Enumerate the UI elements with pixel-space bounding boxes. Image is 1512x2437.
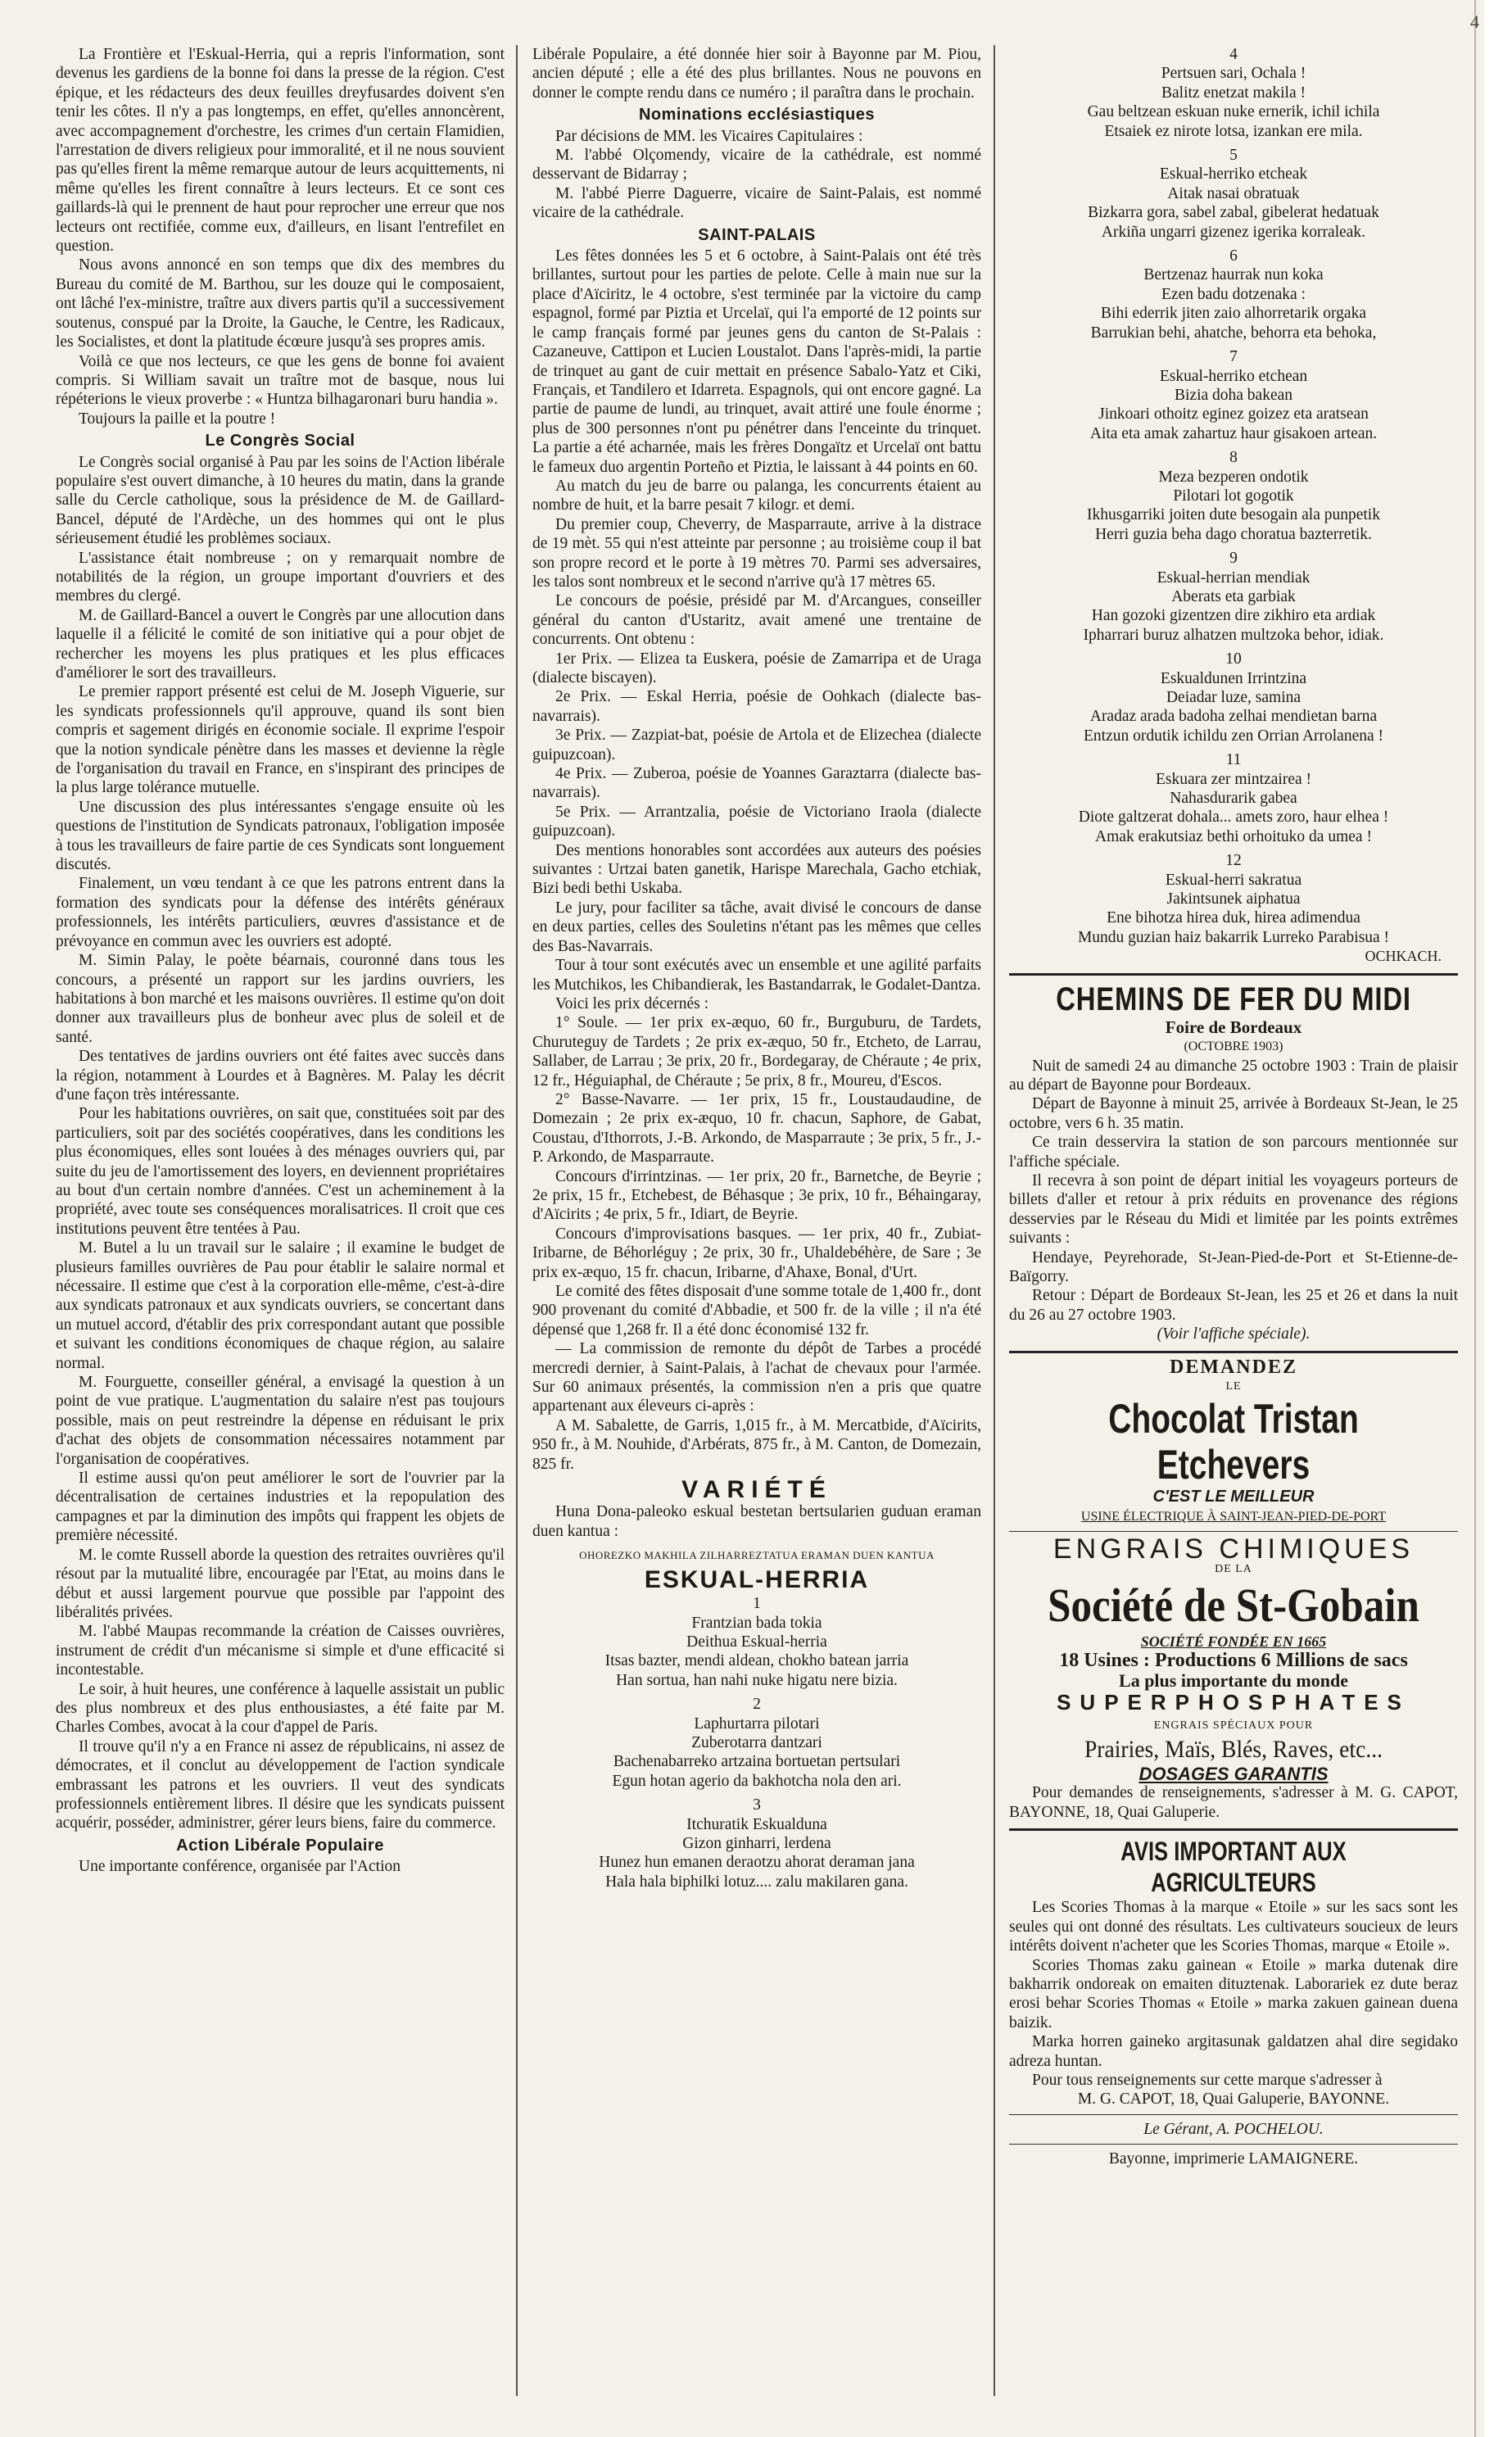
- ad-divider: [1009, 2144, 1458, 2145]
- verse-line: Ene bihotza hirea duk, hirea adimendua: [1107, 909, 1360, 927]
- section-heading: Le Congrès Social: [205, 432, 355, 451]
- article-paragraph: Une discussion des plus intéressantes s'engage ensuite où les questions de l'institution de Syndicats patronaux, l'obligation imposée à tous les travailleurs de faire partie de ces Syndicats sont longuement discutés.: [56, 798, 505, 874]
- ad-paragraph: Ce train desservira la station de son parcours mentionnée sur l'affiche spéciale.: [1009, 1134, 1458, 1171]
- ad-avis-address: M. G. CAPOT, 18, Quai Galuperie, BAYONNE.: [1077, 2090, 1390, 2109]
- verse-line: Bachenabarreko artzaina bortuetan pertsulari: [613, 1753, 901, 1771]
- ad-divider: [1009, 1828, 1458, 1831]
- article-paragraph: Toujours la paille et la poutre !: [79, 410, 276, 428]
- verse-line: Ezen badu dotzenaka :: [1161, 285, 1306, 303]
- ad-choc-le: LE: [1225, 1380, 1242, 1393]
- article-paragraph: M. l'abbé Pierre Daguerre, vicaire de Saint-Palais, est nommé vicaire de la cathédrale.: [532, 184, 981, 222]
- ad-paragraph: Scories Thomas zaku gainean « Etoile » marka dutenak dire bakharrik ondoreak on emaiten dituztenak. Laborariek ez dute beraz erosi behar Scories Thomas « Etoile » marka zakuen gainean duena baizik.: [1009, 1956, 1458, 2032]
- verse-line: Herri guzia beha dago choratua bazterretik.: [1095, 525, 1372, 543]
- verse-line: Han gozoki gizentzen dire zikhiro eta ardiak: [1091, 607, 1376, 625]
- verse-line: Diote galtzerat dohala... amets zoro, haur elhea !: [1078, 809, 1389, 827]
- article-paragraph: — La commission de remonte du dépôt de Tarbes a procédé mercredi dernier, à Saint-Palais, à l'achat de chevaux pour l'armée. Sur 60 animaux présentés, la commission n'en a pris que quatre appartenant aux éleveurs ci-après :: [532, 1340, 981, 1416]
- ad-de-la: DE LA: [1215, 1562, 1252, 1575]
- article-paragraph: L'assistance était nombreuse ; on y remarquait nombre de notabilités de la région, un groupe important d'ouvriers et des membres du clergé.: [56, 549, 505, 605]
- article-paragraph: Le soir, à huit heures, une conférence à laquelle assistait un public des plus nombreux et des plus enthousiastes, a été faite par M. Charles Combes, avocat à la cour d'appel de Paris.: [56, 1680, 505, 1737]
- article-paragraph: M. l'abbé Olçomendy, vicaire de la cathédrale, est nommé desservant de Bidarray ;: [532, 147, 981, 183]
- ad-choc-slogan: C'EST LE MEILLEUR: [1152, 1488, 1315, 1506]
- verse-line: Amak erakutsiaz bethi orhoituko da umea !: [1095, 827, 1372, 845]
- verse-line: Ipharrari buruz alhatzen multzoka behor, idiak.: [1083, 626, 1384, 644]
- verse-line: Itchuratik Eskualduna: [686, 1815, 827, 1833]
- article-paragraph: 1° Soule. — 1er prix ex-æquo, 60 fr., Burguburu, de Tardets, Churuteguy de Tardets ; 2e prix ex-æquo, 50 fr., Etcheto, de Larrau, Sallaber, de Larrau ; 3e prix, 20 fr., Bordegaray, de Chéraute ; 4e prix, 12 fr., Héguiaphal, de Chéraute ; 5e prix, 8 fr., Moureu, d'Escos.: [532, 1014, 981, 1089]
- ad-paragraph: Il recevra à son point de départ initial les voyageurs porteurs de billets d'aller et retour à prix réduits en provenance des régions desservies par le Réseau du Midi et limitée par les points extrêmes suivants :: [1009, 1171, 1458, 1248]
- article-paragraph: Du premier coup, Cheverry, de Masparraute, arrive à la distrace de 19 mèt. 55 qui n'est atteinte par personne ; au troisième coup il bat son propre record et le porte à 19 mètres 70. Parmi ses adversaires, les talos sont nombreux et le second n'arrive qu'à 17 mètres 65.: [532, 515, 981, 591]
- ad-paragraph: Nuit de samedi 24 au dimanche 25 octobre 1903 : Train de plaisir au départ de Bayonne pour Bordeaux.: [1009, 1057, 1458, 1094]
- prize-entry: 5e Prix. — Arrantzalia, poésie de Victoriano Iraola (dialecte guipuzcoan).: [532, 803, 981, 840]
- poem-signature: OCHKACH.: [1365, 948, 1442, 965]
- ad-gobain-usines: 18 Usines : Productions 6 Millions de sacs: [1059, 1650, 1408, 1672]
- ad-divider: [1009, 973, 1458, 976]
- verse-line: Aitak nasai obratuak: [1167, 184, 1300, 202]
- column-3: [1009, 45, 1458, 2404]
- poem-subheading: OHOREZKO MAKHILA ZILHARREZTATUA ERAMAN DUEN KANTUA: [579, 1549, 935, 1562]
- stanza-number: 5: [1229, 147, 1238, 165]
- verse-line: Balitz enetzat makila !: [1161, 84, 1306, 102]
- stanza-number: 10: [1225, 650, 1242, 668]
- article-paragraph: M. le comte Russell aborde la question des retraites ouvrières qu'il résout par la mutualité libre, encouragée par l'Etat, au moins dans le début et aussi largement pourvue que possible par l'appoint des libéralités privées.: [56, 1546, 505, 1621]
- ad-paragraph: Pour demandes de renseignements, s'adresser à M. G. CAPOT, BAYONNE, 18, Quai Galuperie.: [1009, 1784, 1458, 1821]
- stanza-number: 2: [753, 1696, 761, 1714]
- column-divider: [516, 45, 518, 2396]
- ad-avis-title: AVIS IMPORTANT AUX AGRICULTEURS: [1120, 1837, 1347, 1898]
- article-paragraph: Une importante conférence, organisée par l'Action: [79, 1858, 401, 1876]
- ad-paragraph: Marka horren gaineko argitasunak galdatzen ahal dire segidako adreza huntan.: [1009, 2033, 1458, 2070]
- stanza-number: 8: [1229, 449, 1238, 467]
- article-paragraph: Des mentions honorables sont accordées aux auteurs des poésies suivantes : Urtzai baten ganetik, Harispe Marechala, Gacho etchiak, Bizi bedi bethi Uskaba.: [532, 841, 981, 898]
- ad-prairies: Prairies, Maïs, Blés, Raves, etc...: [1084, 1736, 1383, 1764]
- article-paragraph: Voici les prix décernés :: [555, 994, 709, 1012]
- article-paragraph: Des tentatives de jardins ouvriers ont été faites avec succès dans la région, notamment à Lourdes et à Bagnères. M. Palay les décrit d'une façon très intéressante.: [56, 1048, 505, 1103]
- ad-choc-demandez: DEMANDEZ: [1169, 1356, 1297, 1378]
- article-paragraph: Nous avons annoncé en son temps que dix des membres du Bureau du comité de M. Barthou, sur les douze qui le composaient, ont lâché l'ex-ministre, traître aux divers partis qu'il a successivement soutenus, conspué par la Droite, la Gauche, le Centre, les Radicaux, les Socialistes, et dont la platitude écœure jusqu'à ses propres amis.: [56, 256, 505, 351]
- page-edge-line: [1474, 0, 1476, 2437]
- article-paragraph: M. Simin Palay, le poète béarnais, couronné dans tous les concours, a présenté un rapport sur les jardins ouvriers, les habitations à bon marché et les maisons ouvrières. Il estime qu'on doit donner aux travailleurs plus de bonheur avec plus de soleil et de santé.: [56, 952, 505, 1046]
- verse-line: Gizon ginharri, lerdena: [682, 1834, 831, 1852]
- ad-paragraph: Retour : Départ de Bordeaux St-Jean, les 25 et 26 et dans la nuit du 26 au 27 octobre 1903.: [1009, 1287, 1458, 1324]
- article-paragraph: Huna Dona-paleoko eskual bestetan bertsularien guduan eraman duen kantua :: [532, 1503, 981, 1540]
- article-paragraph: Libérale Populaire, a été donnée hier soir à Bayonne par M. Piou, ancien député ; elle a été des plus brillantes. Nous ne pouvons en donner le compte rendu dans ce numéro ; il paraîtra dans le prochain.: [532, 46, 981, 102]
- verse-line: Zuberotarra dantzari: [691, 1733, 822, 1751]
- ad-choc-title: Chocolat Tristan Etchevers: [1108, 1396, 1359, 1488]
- section-heading: SAINT-PALAIS: [698, 225, 816, 244]
- article-paragraph: M. de Gaillard-Bancel a ouvert le Congrès par une allocution dans laquelle il a félicité le comité de son initiative qui a pour objet de rechercher les moyens les plus pratiques et les plus efficaces d'améliorer le sort des travailleurs.: [56, 606, 505, 682]
- section-heading: Nominations ecclésiastiques: [638, 106, 876, 125]
- article-paragraph: Le comité des fêtes disposait d'une somme totale de 1,400 fr., dont 900 provenant du comité d'Abbadie, et 500 fr. de la ville ; il n'a été dépensé que 1,268 fr. Il a été donc économisé 132 fr.: [532, 1283, 981, 1339]
- verse-line: Hunez hun emanen deraotzu ahorat deraman jana: [599, 1854, 915, 1872]
- variete-heading: VARIÉTÉ: [681, 1476, 832, 1504]
- verse-line: Bertzenaz haurrak nun koka: [1143, 266, 1324, 284]
- verse-line: Mundu guzian haiz bakarrik Lurreko Parabisua !: [1077, 928, 1390, 946]
- stanza-number: 1: [753, 1595, 761, 1613]
- prize-entry: 3e Prix. — Zazpiat-bat, poésie de Artola et de Elizechea (dialecte guipuzcoan).: [532, 727, 981, 763]
- ad-paragraph: Les Scories Thomas à la marque « Etoile » sur les sacs sont les seules qui ont donné des résultats. Les cultivateurs soucieux de leurs intérêts doivent n'acheter que les Scories Thomas, marque « Etoile ».: [1009, 1899, 1458, 1955]
- verse-line: Eskual-herriko etchean: [1159, 367, 1308, 385]
- article-paragraph: Le concours de poésie, présidé par M. d'Arcangues, conseiller général du canton d'Ustaritz, avait amené une trentaine de concurrents. Ont obtenu :: [532, 592, 981, 649]
- ad-superphosphates: SUPERPHOSPHATES: [1057, 1690, 1410, 1715]
- verse-line: Aita eta amak zahartuz haur gisakoen artean.: [1089, 424, 1378, 442]
- verse-line: Eskuara zer mintzairea !: [1155, 770, 1311, 788]
- verse-line: Laphurtarra pilotari: [694, 1715, 820, 1733]
- verse-line: Barrukian behi, ahatche, behorra eta behoka,: [1090, 324, 1377, 342]
- verse-line: Pertsuen sari, Ochala !: [1161, 65, 1306, 83]
- article-paragraph: Finalement, un vœu tendant à ce que les patrons entrent dans la formation des syndicats pour la défense des intérêts généraux professionnels, les intérêts particuliers, œuvres d'assistance et de prévoyance en commun avec les ouvriers est adopté.: [56, 875, 505, 950]
- verse-line: Aradaz arada badoha zelhai mendietan barna: [1089, 708, 1378, 726]
- prize-entry: 1er Prix. — Elizea ta Euskera, poésie de Zamarripa et de Uraga (dialecte biscayen).: [532, 650, 981, 686]
- verse-line: Eskual-herri sakratua: [1165, 871, 1302, 889]
- stanza-number: 4: [1229, 46, 1238, 63]
- prize-entry: 4e Prix. — Zuberoa, poésie de Yoannes Garaztarra (dialecte bas-navarrais).: [532, 765, 981, 802]
- page-margin: [1484, 0, 1512, 2437]
- prize-entry: 2e Prix. — Eskal Herria, poésie de Oohkach (dialecte bas-navarrais).: [532, 688, 981, 725]
- article-paragraph: Il estime aussi qu'on peut améliorer le sort de l'ouvrier par la décentralisation de certaines industries et la repopulation des campagnes et par la diminution des impôts qui frappent les objets de première nécessité.: [56, 1470, 505, 1545]
- ad-gobain-title: Société de St-Gobain: [1048, 1579, 1419, 1633]
- article-paragraph: La Frontière et l'Eskual-Herria, qui a repris l'information, sont devenus les gardiens de la bonne foi dans la presse de la région. C'est épique, et les rédacteurs des deux feuilles dreyfusardes doivent s'en tenir les côtes. Il n'y a pas longtemps, en effet, qu'elles annoncèrent, avec accompagnement d'orchestre, les crimes d'un certain Flamidien, l'arrestation de divers religieux pour immoralité, et il ne nous souvient pas qu'elles firent la même remarque autour de leurs acquittements, ni même qu'elles les firent connaître à leurs lecteurs. Et ce sont ces gaillards-là qui le prennent de haut pour reprocher une erreur que nos lecteurs ont rectifiée, comme eux, d'ailleurs, en lisant l'entrefilet en question.: [56, 46, 505, 256]
- ad-divider: [1009, 2114, 1458, 2115]
- verse-line: Deiadar luze, samina: [1166, 689, 1301, 706]
- article-paragraph: M. Butel a lu un travail sur le salaire ; il examine le budget de plusieurs familles ouvrières de Pau pour établir le salaire normal et nécessaire. Il estime que c'est à la corporation elle-même, c'est-à-dire aux syndicats patronaux et aux syndicats ouvriers, se concertant dans un mutuel accord, d'établir des prix correspondant autant que possible et suivant les conditions économiques de chaque région, au salaire normal.: [56, 1239, 505, 1372]
- imprimerie-line: Bayonne, imprimerie LAMAIGNERE.: [1108, 2150, 1359, 2168]
- verse-line: Gau beltzean eskuan nuke ernerik, ichil ichila: [1087, 103, 1380, 121]
- stanza-number: 11: [1225, 751, 1242, 769]
- ad-note: (Voir l'affiche spéciale).: [1157, 1325, 1311, 1343]
- article-paragraph: 2° Basse-Navarre. — 1er prix, 15 fr., Loustaudaudine, de Domezain ; 2e prix ex-æquo, 10 fr. chacun, Saphore, de Gabat, Coustau, d'Ithorrots, J.-B. Arkondo, de Masparraute ; 3e prix, 5 fr., J.-P. Arkondo, de Masparraute.: [532, 1090, 981, 1166]
- verse-line: Eskualdunen Irrintzina: [1160, 669, 1307, 687]
- ad-paragraph: Hendaye, Peyrehorade, St-Jean-Pied-de-Port et St-Etienne-de-Baïgorry.: [1009, 1248, 1458, 1285]
- article-paragraph: Les fêtes données les 5 et 6 octobre, à Saint-Palais ont été très brillantes, surtout pour les parties de pelote. Celle à main nue sur la place d'Aïciritz, le 4 octobre, s'est terminée par la victoire du camp espagnol, formé par Piztia et Urcelaï, qui l'a emporté de 12 points sur le camp français formé par jeunes gens du canton de St-Palais : Cazaneuve, Cattipon et Lucien Loustalot. Dans l'après-midi, la partie de trinquet au gant de cuir mettait en présence Sabalo-Yatz et Ciki, Français, et Tandilero et Idarreta. Espagnols, qui ont encore gagné. La partie de paume de lundi, au trinquet, avait attiré une foule énorme ; plus de 300 personnes n'ont pu pénétrer dans l'enceinte du trinquet. La partie a été acharnée, mais les frères Dongaïtz et Urcelaï ont battu le fameux duo argentin Porteño et Piztia, le laissant à 44 points en 60.: [532, 247, 981, 476]
- verse-line: Egun hotan agerio da bakhotcha nola den ari.: [612, 1772, 902, 1790]
- verse-line: Hala hala biphilki lotuz.... zalu makilaren gana.: [605, 1873, 908, 1891]
- gerant-line: Le Gérant, A. POCHELOU.: [1143, 2120, 1324, 2138]
- verse-line: Nahasdurarik gabea: [1170, 790, 1297, 808]
- ad-paragraph: Départ de Bayonne à minuit 25, arrivée à Bordeaux St-Jean, le 25 octobre, vers 6 h. 35 matin.: [1009, 1095, 1458, 1132]
- verse-line: Entzun ordutik ichildu zen Orrian Arrolanena !: [1083, 727, 1384, 745]
- verse-line: Bihi ederrik jiten zaio alhorretarik orgaka: [1101, 305, 1366, 323]
- verse-line: Deithua Eskual-herria: [686, 1633, 827, 1651]
- verse-line: Aberats eta garbiak: [1171, 587, 1296, 605]
- article-paragraph: M. Fourguette, conseiller général, a envisagé la question à un point de vue pratique. L'augmentation du salaire n'est pas toujours possible, mais on peut restreindre la dépense en réduisant le prix d'achat des objets de consommation nécessaires notamment par l'organisation de coopératives.: [56, 1374, 505, 1468]
- verse-line: Frantzian bada tokia: [691, 1614, 822, 1632]
- poem-title: ESKUAL-HERRIA: [644, 1565, 870, 1593]
- ad-engrais-speciaux: ENGRAIS SPÉCIAUX POUR: [1153, 1719, 1314, 1732]
- page-number: 4: [1470, 11, 1479, 32]
- verse-line: Pilotari lot gogotik: [1173, 487, 1294, 505]
- ad-gobain-fondee: SOCIÉTÉ FONDÉE EN 1665: [1140, 1633, 1327, 1651]
- article-paragraph: M. l'abbé Maupas recommande la création de Caisses ouvrières, instrument de crédit d'un mécanisme si simple et d'une efficacité si incontestable.: [56, 1623, 505, 1679]
- stanza-number: 12: [1225, 852, 1242, 870]
- verse-line: Jakintsunek aiphatua: [1166, 890, 1301, 908]
- verse-line: Jinkoari othoitz eginez goizez eta aratsean: [1098, 405, 1369, 424]
- verse-line: Han sortua, han nahi nuke higatu nere bizia.: [616, 1671, 898, 1689]
- column-divider: [994, 45, 995, 2396]
- article-paragraph: Pour les habitations ouvrières, on sait que, constituées soit par des particuliers, soit par des sociétés coopératives, dans les conditions les plus économiques, elles sont louées à des ménages ouvriers qui, par suite du jeu de l'amortissement des loyers, en deviennent propriétaires au bout d'un certain nombre d'années. C'est un acheminement à la propriété, avec toute ses conséquences moralisatrices. Il croit que ces institutions peuvent être tentées à Pau.: [56, 1105, 505, 1238]
- article-paragraph: Concours d'improvisations basques. — 1er prix, 40 fr., Zubiat-Iribarne, de Béhorléguy ; 2e prix, 30 fr., Uhaldebéhère, de Sare ; 3e prix ex-æquo, 15 fr. chacun, Iribarne, d'Ahaxe, Bonal, d'Urt.: [532, 1225, 981, 1281]
- ad-choc-place: USINE ÉLECTRIQUE À SAINT-JEAN-PIED-DE-PORT: [1080, 1509, 1387, 1524]
- article-paragraph: Le jury, pour faciliter sa tâche, avait divisé le concours de danse en deux parties, celles des Souletins n'étant pas les mêmes que celles des Bas-Navarrais.: [532, 899, 981, 955]
- article-paragraph: Le premier rapport présenté est celui de M. Joseph Viguerie, sur les syndicats professionnels qu'il approuve, quand ils sont bien compris et sagement dirigés en économie sociale. Il exprime l'espoir que la notion syndicale pénètre dans les masses et devienne la règle de l'organisation du travail en France, en s'inspirant des principes de la plus large tolérance mutuelle.: [56, 683, 505, 797]
- ad-divider: [1009, 1531, 1458, 1532]
- ad-paragraph: Pour tous renseignements sur cette marque s'adresser à: [1032, 2071, 1383, 2089]
- ad-divider: [1009, 1351, 1458, 1353]
- verse-line: Eskual-herriko etcheak: [1159, 165, 1308, 183]
- article-paragraph: Il trouve qu'il n'y a en France ni assez de républicains, ni assez de démocrates, et il conclut au développement de l'action syndicale embrassant les patrons et les ouvriers. Il veut des syndicats professionnels entièrement libres. Il désire que les syndicats puissent acquérir, posséder, administrer, gérer leurs biens, faire du commerce.: [56, 1737, 505, 1832]
- ad-midi-subtitle: Foire de Bordeaux: [1165, 1017, 1302, 1037]
- ad-midi-title: CHEMINS DE FER DU MIDI: [1056, 981, 1411, 1017]
- verse-line: Itsas bazter, mendi aldean, chokho batean jarria: [604, 1652, 909, 1670]
- ad-gobain-importante: La plus importante du monde: [1119, 1669, 1348, 1691]
- ad-midi-date: (OCTOBRE 1903): [1184, 1040, 1283, 1054]
- article-paragraph: Au match du jeu de barre ou palanga, les concurrents étaient au nombre de huit, et la barre pesait 7 kilogr. et demi.: [532, 477, 981, 514]
- stanza-number: 7: [1229, 348, 1238, 366]
- article-paragraph: Voilà ce que nos lecteurs, ce que les gens de bonne foi avaient compris. Si William savait un traître mot de basque, nous lui répéterions le vieux proverbe : « Huntza bilhagaronari buru handia ».: [56, 352, 505, 409]
- section-heading: Action Libérale Populaire: [176, 1836, 384, 1855]
- ad-dosages: DOSAGES GARANTIS: [1139, 1764, 1329, 1785]
- verse-line: Etsaiek ez nirote lotsa, izankan ere mila.: [1104, 122, 1363, 140]
- stanza-number: 3: [753, 1796, 761, 1814]
- article-paragraph: Tour à tour sont exécutés avec un ensemble et une agilité parfaits les Mutchikos, les Chibandierak, les Bastandarrak, le Godalet-Dantza.: [532, 957, 981, 994]
- verse-line: Meza bezperen ondotik: [1158, 468, 1309, 486]
- verse-line: Eskual-herrian mendiak: [1157, 568, 1311, 587]
- article-paragraph: Par décisions de MM. les Vicaires Capitulaires :: [555, 127, 863, 145]
- verse-line: Arkiña ungarri gizenez igerika korraleak.: [1101, 223, 1366, 241]
- column-1: [56, 45, 505, 2404]
- stanza-number: 9: [1229, 550, 1238, 568]
- verse-line: Bizkarra gora, sabel zabal, gibelerat hedatuak: [1088, 204, 1379, 222]
- verse-line: Bizia doha bakean: [1174, 386, 1293, 404]
- article-paragraph: Le Congrès social organisé à Pau par les soins de l'Action libérale populaire s'est ouvert dimanche, à 10 heures du matin, dans la grande salle du Cercle catholique, sous la présidence de M. de Gaillard-Bancel, député de l'Ardèche, un des hommes qui ont le plus sérieusement étudié les problèmes sociaux.: [56, 453, 505, 548]
- verse-line: Ikhusgarriki joiten dute besogain ala punpetik: [1087, 506, 1380, 524]
- stanza-number: 6: [1229, 247, 1238, 265]
- column-2: [532, 45, 981, 2404]
- article-paragraph: Concours d'irrintzinas. — 1er prix, 20 fr., Barnetche, de Beyrie ; 2e prix, 15 fr., Etchebest, de Béhasque ; 3e prix, 10 fr., Béhaingaray, d'Aïcirits ; 4e prix, 5 fr., Idiart, de Beyrie.: [532, 1167, 981, 1224]
- article-paragraph: A M. Sabalette, de Garris, 1,015 fr., à M. Mercatbide, d'Aïcirits, 950 fr., à M. Nouhide, d'Arbérats, 875 fr., à M. Canton, de Domezain, 825 fr.: [532, 1416, 981, 1473]
- ad-engrais-heading: ENGRAIS CHIMIQUES: [1053, 1533, 1415, 1565]
